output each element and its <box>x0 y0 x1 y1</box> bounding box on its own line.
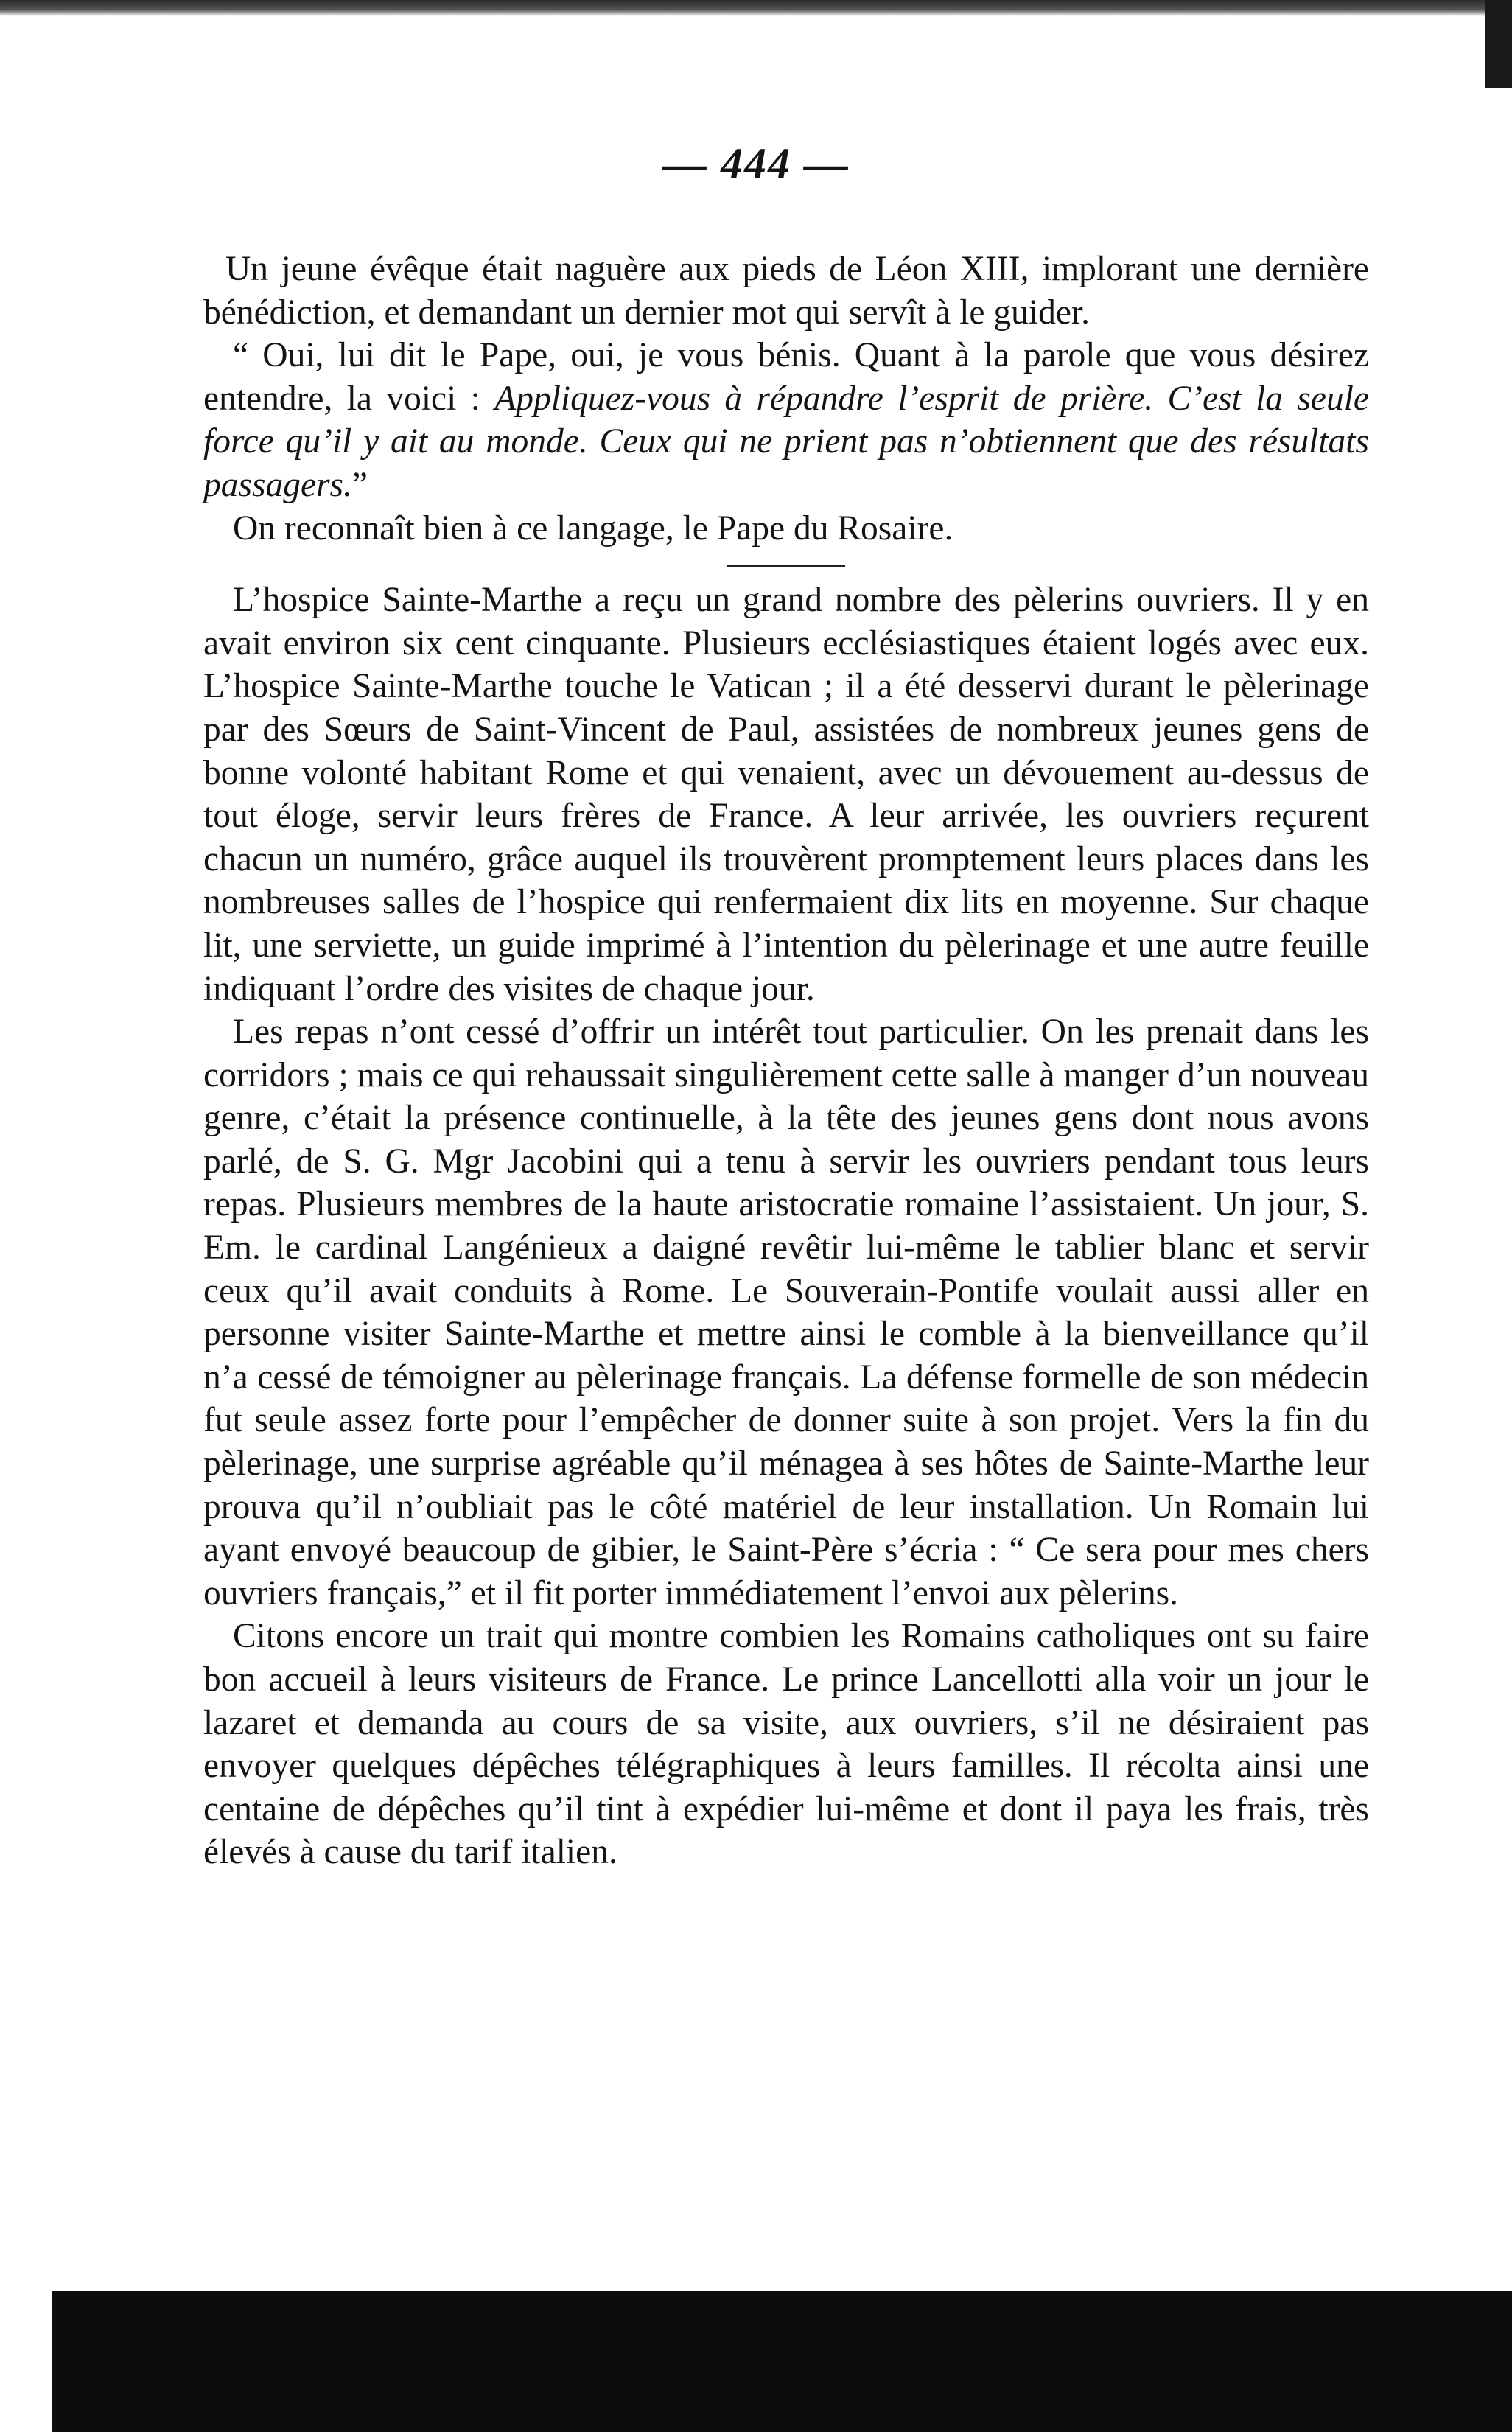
paragraph-pope-quote <box>203 334 1369 506</box>
section-separator <box>727 565 845 567</box>
scan-top-edge <box>0 0 1512 16</box>
paragraph-meals: Les repas n’ont cessé d’offrir un intérêt tout particulier. On les prenait dans les corridors ; mais ce qui rehaussait singulièrement cette salle à manger d’un nouveau genre, c’était la présence continuelle, à la tête des jeunes gens dont nous avons parlé, de S. G. Mgr Jacobini qui a tenu à servir les ouvriers pendant tous leurs repas. Plusieurs membres de la haute aristocratie romaine l’assistaient. Un jour, S. Em. le cardinal Langénieux a daigné revêtir lui-même le tablier blanc et servir ceux qu’il avait conduits à Rome. Le Souverain-Pontife voulait aussi aller en personne visiter Sainte-Marthe et mettre ainsi le comble à la bienveillance qu’il n’a cessé de témoigner au pèlerinage français. La défense formelle de son médecin fut seule assez forte pour l’empêcher de donner suite à son projet. Vers la fin du pèlerinage, une surprise agréable qu’il ménagea à ses hôtes de Sainte-Marthe leur prouva qu’il n’oubliait pas le côté matériel de leur installation. Un Romain lui ayant envoyé beaucoup de gibier, le Saint-Père s’écria : “ Ce sera pour mes chers ouvriers français,” et il fit porter immédiatement l’envoi aux pèlerins. <box>203 1013 1369 1612</box>
scan-bottom-band <box>52 2291 1512 2432</box>
paragraph-hospice: L’hospice Sainte-Marthe a reçu un grand nombre des pèlerins ouvriers. Il y en avait environ six cent cinquante. Plusieurs ecclésiastiques étaient logés avec eux. L’hospice Sainte-Marthe touche le Vatican ; il a été desservi durant le pèlerinage par des Sœurs de Saint-Vincent de Paul, assistées de nombreux jeunes gens de bonne volonté habitant Rome et qui venaient, avec un dévouement au-dessus de tout éloge, servir leurs frères de France. A leur arrivée, les ouvriers reçurent chacun un numéro, grâce auquel ils trouvèrent promptement leurs places dans les nombreuses salles de l’hospice qui renfermaient dix lits en moyenne. Sur chaque lit, une serviette, un guide imprimé à l’intention du pèlerinage et une autre feuille indiquant l’ordre des visites de chaque jour. <box>203 581 1369 1008</box>
paragraph-lancellotti: Citons encore un trait qui montre combien les Romains catholiques ont su faire bon accueil à leurs visiteurs de France. Le prince Lancellotti alla voir un jour le lazaret et demanda au cours de sa visite, aux ouvriers, s’il ne désiraient pas envoyer quelques dépêches télégraphiques à leurs familles. Il récolta ainsi une centaine de dépêches qu’il tint à expédier lui-même et dont il paya les frais, très élevés à cause du tarif italien. <box>203 1617 1369 1872</box>
quote-text: Appliquez-vous à répandre l’esprit de prière. C’est la seule force qu’il y ait au monde. Ceux qui ne prient pas n’obtiennent que des résultats passagers. <box>203 379 1369 504</box>
article-body <box>203 248 1369 1874</box>
paragraph-bishop: Un jeune évêque était naguère aux pieds de Léon XIII, implorant une dernière bénédiction, et demandant un dernier mot qui servît à le guider. <box>203 250 1369 332</box>
paragraph-rosary: On reconnaît bien à ce langage, le Pape du Rosaire. <box>233 509 953 548</box>
scan-right-edge <box>1485 0 1512 88</box>
quote-close: ” <box>351 465 368 504</box>
quote-intro: “ Oui, lui dit le Pape, oui, je vous bénis. Quant à la parole que vous désirez entendre, la voici : <box>203 336 1369 418</box>
page-number: — 444 — <box>662 139 850 188</box>
